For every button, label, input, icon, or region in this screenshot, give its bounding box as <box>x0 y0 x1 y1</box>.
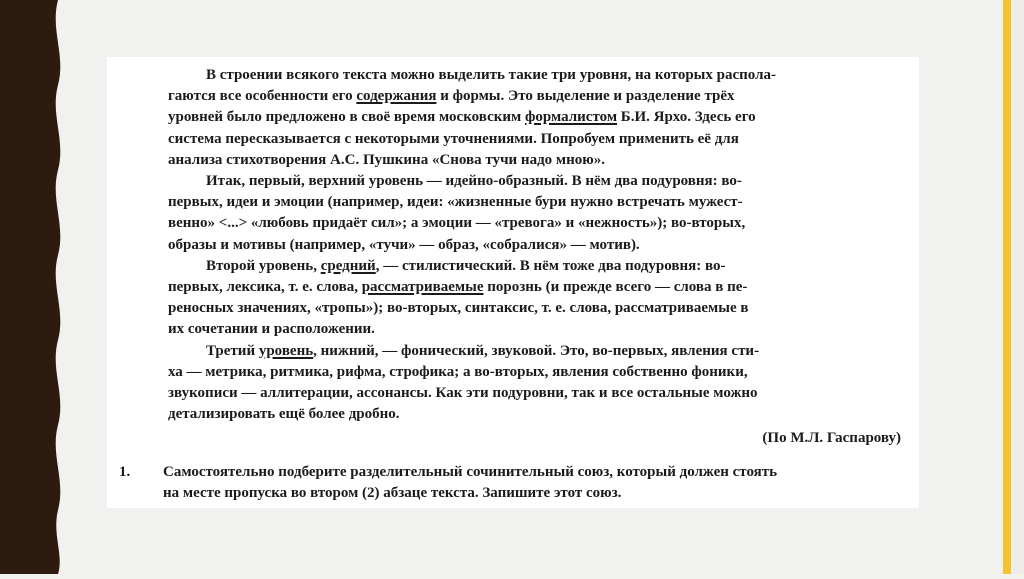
text-line <box>168 86 909 107</box>
text-segment: , нижний, — фонический, звуковой. Это, во-первых, явления сти- <box>313 342 760 359</box>
text-line <box>168 192 909 213</box>
attribution: (По М.Л. Гаспарову) <box>762 430 901 447</box>
paragraph <box>168 256 909 341</box>
text-segment: венно» <...> «любовь придаёт сил»; а эмоции — «тревога» и «нежность»); во-вторых, <box>168 215 746 232</box>
text-line <box>168 107 909 128</box>
text-segment: , — стилистический. В нём тоже два подуровня: во- <box>375 257 726 274</box>
text-line <box>168 277 909 298</box>
text-segment: гаются все особенности его <box>168 88 357 105</box>
text-segment: детализировать ещё более дробно. <box>168 406 400 423</box>
text-line <box>168 383 909 404</box>
text-line <box>168 150 909 171</box>
text-segment: Третий <box>206 342 259 359</box>
text-line <box>168 298 909 319</box>
paragraph <box>168 65 909 171</box>
text-segment: их сочетании и расположении. <box>168 321 375 338</box>
text-line <box>168 129 909 150</box>
text-segment: система пересказывается с некоторыми уточнениями. Попробуем применить её для <box>168 130 739 147</box>
text-segment: реносных значениях, «тропы»); во-вторых, синтаксис, т. е. слова, рассматриваемые в <box>168 300 749 317</box>
text-line <box>168 256 909 277</box>
text-segment: Второй уровень, <box>206 257 321 274</box>
paragraph <box>168 171 909 256</box>
text-line <box>168 319 909 340</box>
decorative-torn-edge <box>0 0 62 574</box>
text-segment: ха — метрика, ритмика, рифма, строфика; а во-вторых, явления собственно фоники, <box>168 363 748 380</box>
text-segment: первых, лексика, т. е. слова, <box>168 279 362 296</box>
underlined-word: рассматриваемые <box>361 279 484 296</box>
text-segment: первых, идеи и эмоции (например, идеи: «жизненные бури нужно встречать мужест- <box>168 194 743 211</box>
text-segment: В строении всякого текста можно выделить такие три уровня, на которых распола- <box>206 67 776 83</box>
text-line <box>168 235 909 256</box>
text-line <box>168 404 909 425</box>
text-segment: и формы. Это выделение и разделение трёх <box>436 88 735 105</box>
text-segment: Б.И. Ярхо. Здесь его <box>617 109 756 126</box>
text-line <box>168 213 909 234</box>
text-segment: звукописи — аллитерации, ассонансы. Как эти подуровни, так и все остальные можно <box>168 385 758 402</box>
task-text <box>163 462 909 504</box>
underlined-word: формалистом <box>524 109 618 126</box>
text-segment: анализа стихотворения А.С. Пушкина «Снова тучи надо мною». <box>168 151 605 168</box>
scanned-page <box>107 57 919 508</box>
accent-bar <box>1003 0 1011 574</box>
text-segment: уровней было предложено в своё время московским <box>168 109 525 126</box>
text-line <box>168 341 909 362</box>
underlined-word: средний <box>320 257 376 274</box>
text-line <box>168 65 909 86</box>
task-number: 1. <box>119 464 131 480</box>
task-line: на месте пропуска во втором (2) абзаце текста. Запишите этот союз. <box>163 485 622 502</box>
text-line <box>168 362 909 383</box>
text-segment: Итак, первый, верхний уровень — идейно-образный. В нём два подуровня: во- <box>206 173 742 190</box>
underlined-word: уровень <box>258 342 314 359</box>
right-margin <box>1011 0 1024 574</box>
underlined-word: содержания <box>356 88 437 105</box>
task <box>119 462 909 504</box>
task-line: Самостоятельно подберите разделительный сочинительный союз, который должен стоять <box>163 464 778 480</box>
text-line <box>168 171 909 192</box>
text-body <box>168 65 909 425</box>
text-segment: образы и мотивы (например, «тучи» — образ, «собралися» — мотив). <box>168 236 640 253</box>
text-segment: порознь (и прежде всего — слова в пе- <box>483 279 748 296</box>
paragraph <box>168 341 909 426</box>
